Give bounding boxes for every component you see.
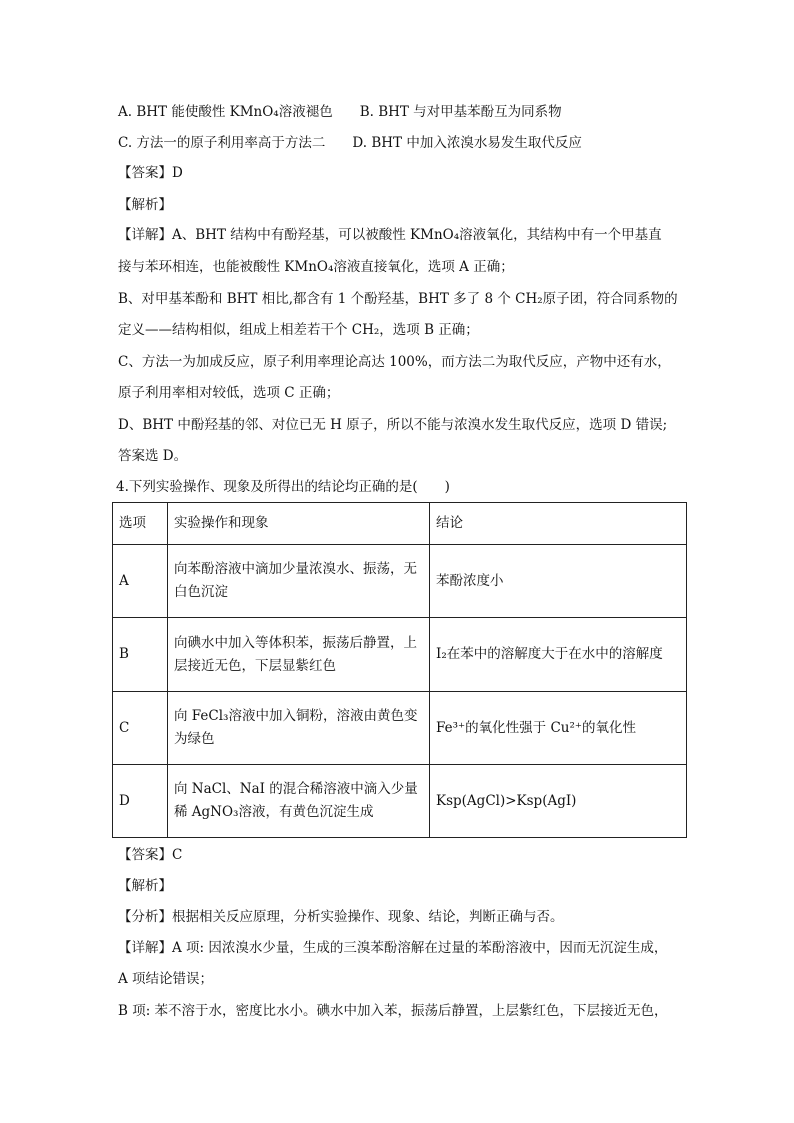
q3-detail-line: B、对甲基苯酚和 BHT 相比,都含有 1 个酚羟基，BHT 多了 8 个 CH₂原子团，符合同系物的 bbox=[118, 291, 678, 307]
operation-line: 为绿色 bbox=[174, 731, 215, 747]
header-option: 选项 bbox=[113, 503, 168, 545]
q3-detail-line: 定义——结构相似，组成上相差若干个 CH₂，选项 B 正确； bbox=[118, 322, 479, 338]
operation-line: 向 NaCl、NaI 的混合稀溶液中滴入少量 bbox=[174, 781, 418, 797]
row-operation bbox=[168, 692, 430, 765]
q3-detail-line: 答案选 D。 bbox=[118, 448, 188, 464]
table-row bbox=[113, 692, 687, 765]
q4-answer: 【答案】C bbox=[118, 847, 183, 863]
q4-stem: 4.下列实验操作、现象及所得出的结论均正确的是( ) bbox=[116, 479, 450, 495]
q3-detail-line: 原子利用率相对较低，选项 C 正确； bbox=[118, 385, 340, 401]
row-option: A bbox=[113, 545, 168, 618]
q3-answer: 【答案】D bbox=[118, 165, 183, 181]
q3-detail-line: 接与苯环相连，也能被酸性 KMnO₄溶液直接氧化，选项 A 正确； bbox=[118, 259, 514, 275]
operation-line: 向苯酚溶液中滴加少量浓溴水、振荡，无 bbox=[174, 561, 417, 577]
q3-detail-line: 【详解】A、BHT 结构中有酚羟基，可以被酸性 KMnO₄溶液氧化，其结构中有一个甲基直 bbox=[118, 227, 662, 243]
table-row bbox=[113, 765, 687, 838]
experiment-table bbox=[112, 502, 687, 838]
operation-line: 向 FeCl₃溶液中加入铜粉，溶液由黄色变 bbox=[174, 708, 418, 724]
q3-options-line-1: A. BHT 能使酸性 KMnO₄溶液褪色 B. BHT 与对甲基苯酚互为同系物 bbox=[118, 104, 562, 120]
row-conclusion: 苯酚浓度小 bbox=[430, 545, 687, 618]
row-operation bbox=[168, 618, 430, 692]
header-conclusion: 结论 bbox=[430, 503, 687, 545]
q4-analysis-line: 【详解】A 项: 因浓溴水少量，生成的三溴苯酚溶解在过量的苯酚溶液中，因而无沉淀生成， bbox=[118, 940, 668, 956]
operation-line: 向碘水中加入等体积苯，振荡后静置，上 bbox=[174, 634, 417, 651]
row-conclusion: Fe³⁺的氧化性强于 Cu²⁺的氧化性 bbox=[430, 692, 687, 765]
table-row bbox=[113, 545, 687, 618]
operation-line: 白色沉淀 bbox=[174, 584, 228, 600]
row-operation bbox=[168, 545, 430, 618]
header-operation: 实验操作和现象 bbox=[168, 503, 430, 545]
q3-options-line-2: C. 方法一的原子利用率高于方法二 D. BHT 中加入浓溴水易发生取代反应 bbox=[118, 135, 582, 151]
q3-detail-line: C、方法一为加成反应，原子利用率理论高达 100%，而方法二为取代反应，产物中还有水， bbox=[118, 354, 671, 370]
q4-analysis-line: 【分析】根据相关反应原理，分析实验操作、现象、结论，判断正确与否。 bbox=[118, 909, 564, 925]
table-row bbox=[113, 618, 687, 692]
row-option: C bbox=[113, 692, 168, 765]
operation-line: 层接近无色，下层显紫红色 bbox=[174, 657, 336, 674]
table-header-row bbox=[113, 503, 687, 545]
row-operation bbox=[168, 765, 430, 838]
operation-line: 稀 AgNO₃溶液，有黄色沉淀生成 bbox=[174, 804, 374, 820]
row-conclusion: Ksp(AgCl)>Ksp(AgI) bbox=[430, 765, 687, 838]
q3-detail-line: D、BHT 中酚羟基的邻、对位已无 H 原子，所以不能与浓溴水发生取代反应，选项 D 错误; bbox=[118, 417, 668, 433]
q4-analysis-line: A 项结论错误； bbox=[118, 971, 214, 987]
q4-analysis-title: 【解析】 bbox=[118, 878, 172, 894]
row-option: D bbox=[113, 765, 168, 838]
row-option: B bbox=[113, 618, 168, 692]
row-conclusion: I₂在苯中的溶解度大于在水中的溶解度 bbox=[430, 618, 687, 692]
q3-analysis-title: 【解析】 bbox=[118, 197, 172, 213]
q4-analysis-line: B 项: 苯不溶于水，密度比水小。碘水中加入苯，振荡后静置，上层紫红色，下层接近无色， bbox=[118, 1003, 668, 1019]
